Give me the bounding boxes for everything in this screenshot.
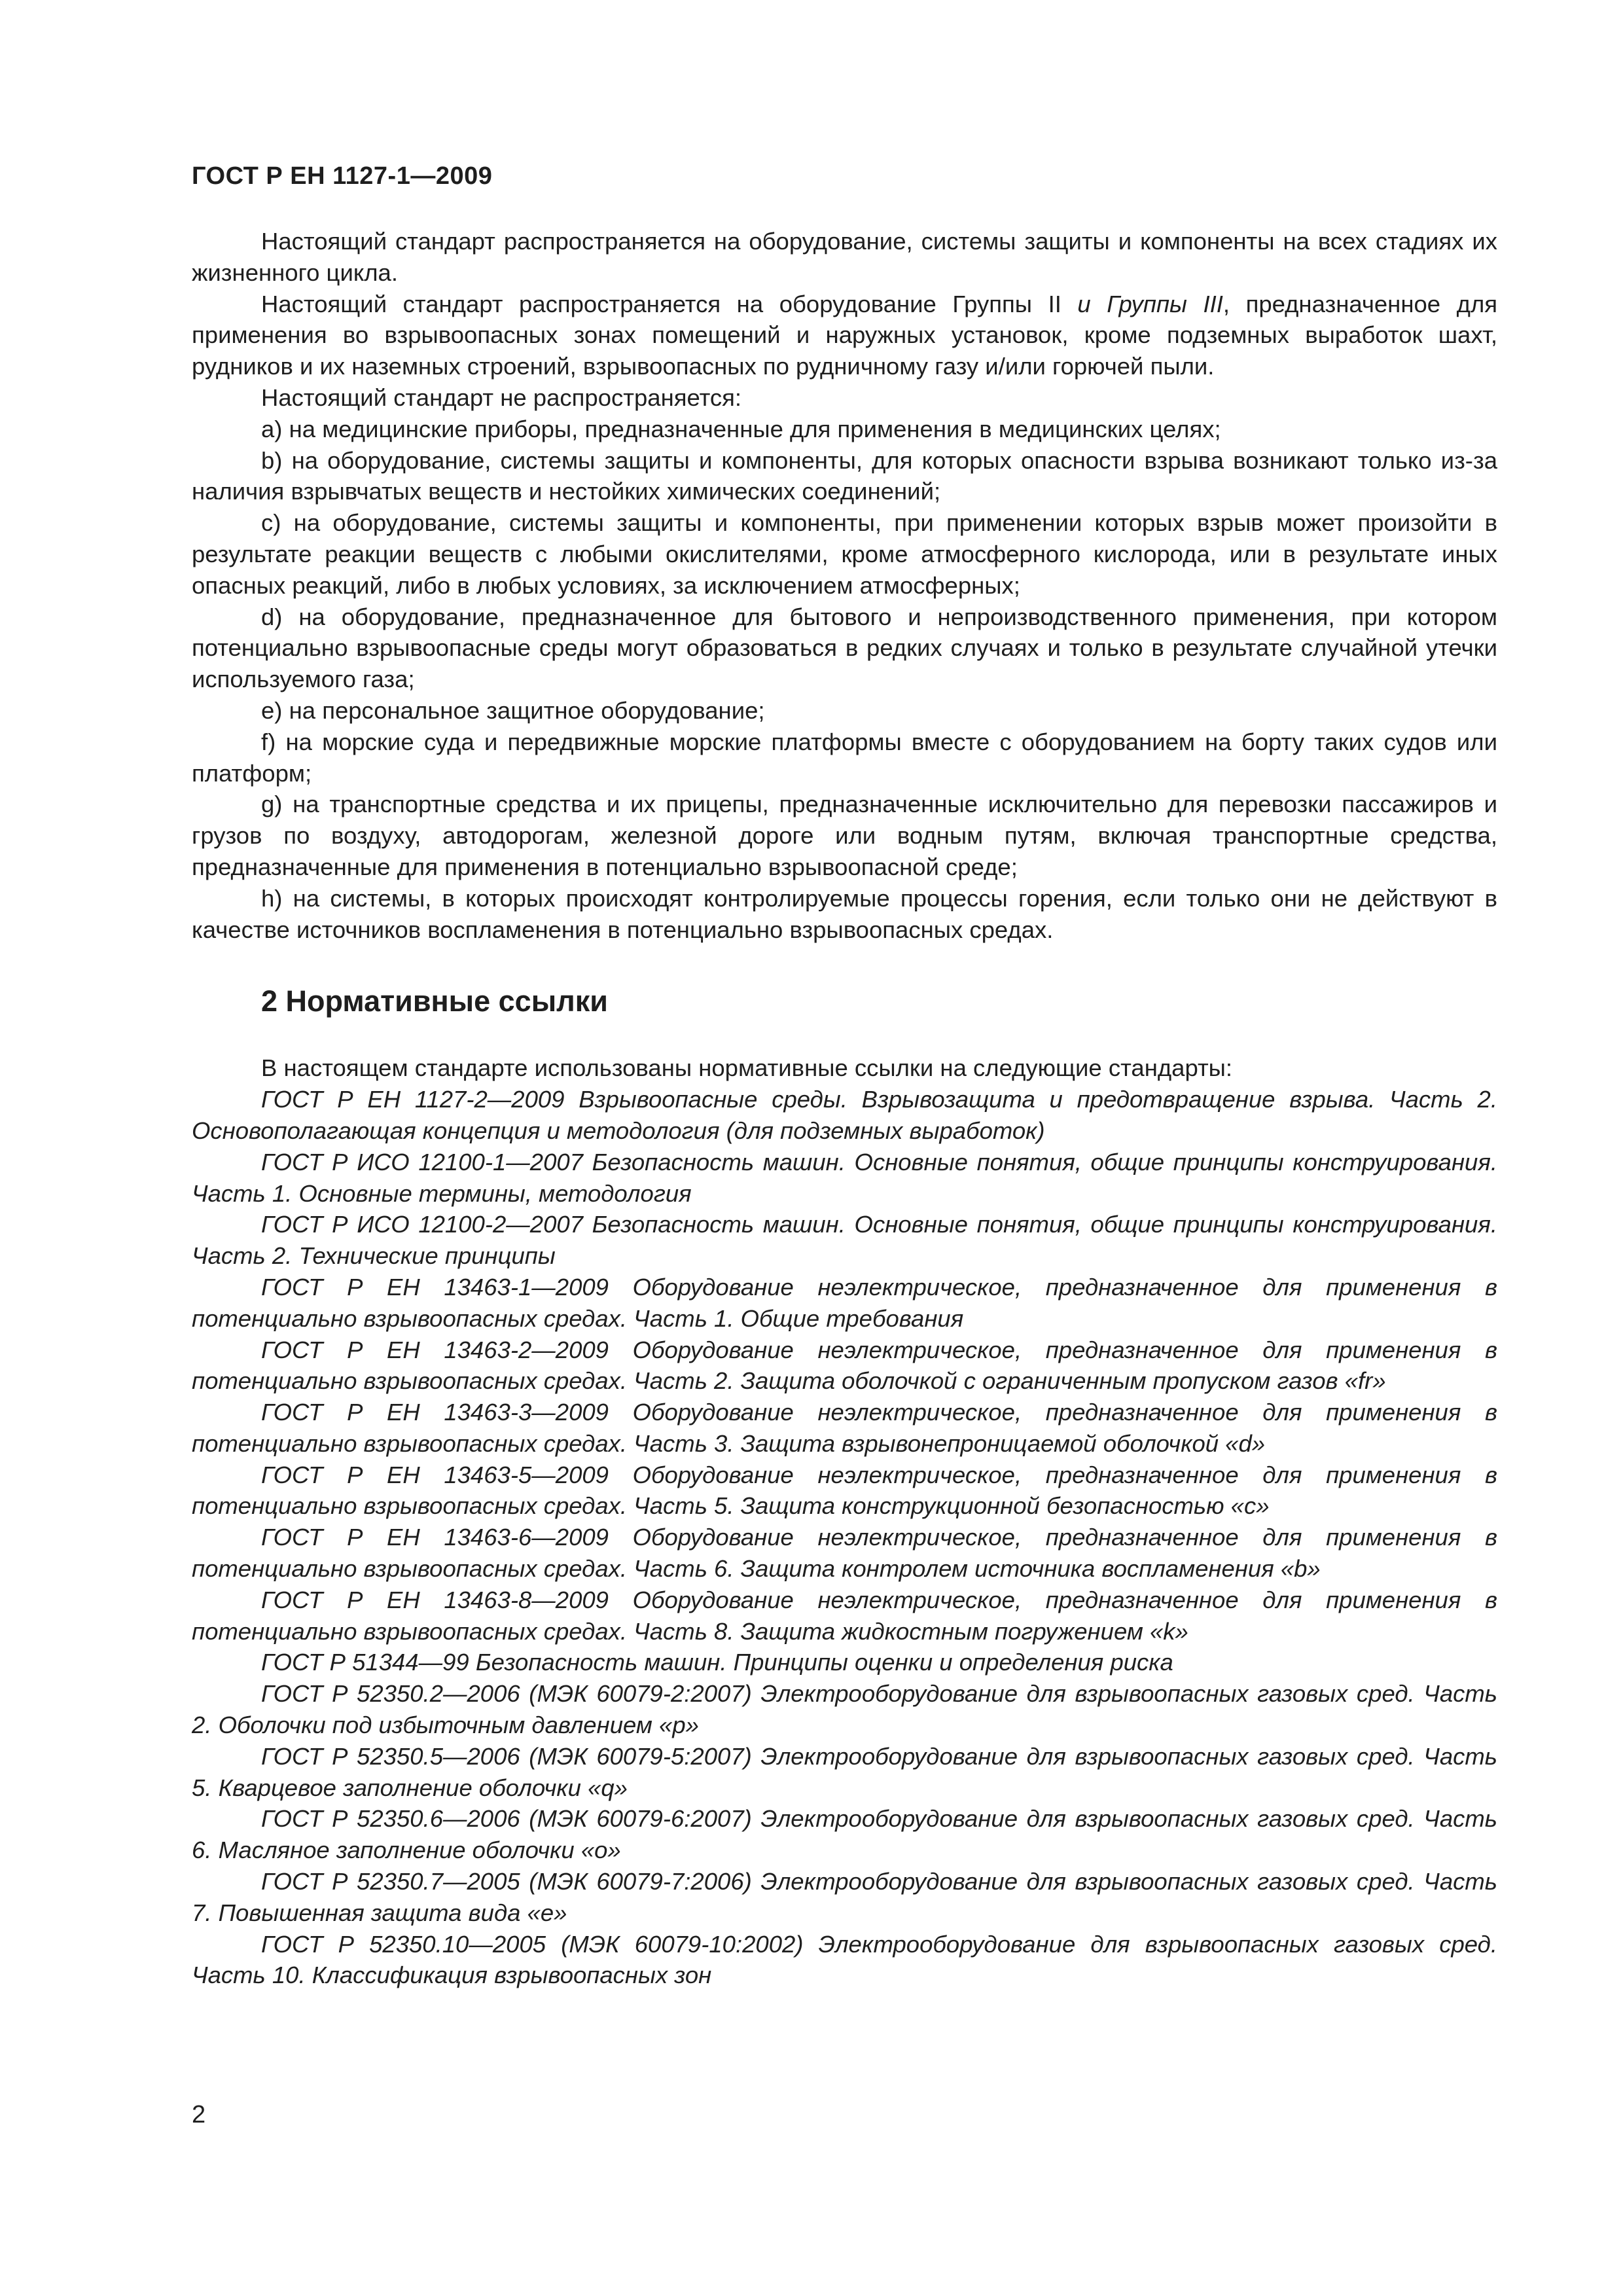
scope-list-item: g) на транспортные средства и их прицепы, предназначенные исключительно для перевозки пассажиров и грузов по воздуху, автодорогам, железной дороге или водным путям, включая транспортные средства, предназначенные для применения в потенциально взрывоопасной среде;: [192, 791, 1497, 880]
document-header: ГОСТ Р ЕН 1127-1—2009: [192, 162, 493, 190]
document-body: [192, 226, 1497, 1991]
scope-list-item: c) на оборудование, системы защиты и компоненты, при применении которых взрыв может произойти в результате реакции веществ с любыми окислителями, кроме атмосферного кислорода, или в результате иных опасных реакций, либо в любых условиях, за исключением атмосферных;: [192, 509, 1497, 599]
reference-item: ГОСТ Р ЕН 1127-2—2009 Взрывоопасные среды. Взрывозащита и предотвращение взрыва. Часть 2. Основополагающая концепция и методология (для подземных выработок): [192, 1086, 1497, 1144]
scope-list-item: d) на оборудование, предназначенное для бытового и непроизводственного применения, при котором потенциально взрывоопасные среды могут образоваться в редких случаях и только в результате случайной утечки используемого газа;: [192, 603, 1497, 693]
reference-item: ГОСТ Р 52350.7—2005 (МЭК 60079-7:2006) Электрооборудование для взрывоопасных газовых сред. Часть 7. Повышенная защита вида «e»: [192, 1868, 1497, 1926]
scope-list-item: a) на медицинские приборы, предназначенные для применения в медицинских целях;: [261, 415, 1221, 442]
reference-item: ГОСТ Р ЕН 13463-3—2009 Оборудование неэлектрическое, предназначенное для применения в потенциально взрывоопасных средах. Часть 3. Защита взрывонепроницаемой оболочкой «d»: [192, 1399, 1497, 1457]
scope-list-item: h) на системы, в которых происходят контролируемые процессы горения, если только они не действуют в качестве источников воспламенения в потенциально взрывоопасных средах.: [192, 884, 1497, 943]
reference-item: ГОСТ Р ЕН 13463-8—2009 Оборудование неэлектрическое, предназначенное для применения в потенциально взрывоопасных средах. Часть 8. Защита жидкостным погружением «k»: [192, 1586, 1497, 1645]
reference-item: ГОСТ Р 52350.2—2006 (МЭК 60079-2:2007) Электрооборудование для взрывоопасных газовых сред. Часть 2. Оболочки под избыточным давлением «p»: [192, 1680, 1497, 1739]
page-number: 2: [192, 2101, 206, 2128]
scope-list-item: b) на оборудование, системы защиты и компоненты, для которых опасности взрыва возникают только из-за наличия взрывчатых веществ и нестойких химических соединений;: [192, 446, 1497, 505]
scope-paragraph: Настоящий стандарт не распространяется:: [261, 384, 742, 411]
scope-paragraph: [192, 289, 1497, 382]
reference-item: ГОСТ Р ИСО 12100-1—2007 Безопасность машин. Основные понятия, общие принципы конструирования. Часть 1. Основные термины, методология: [192, 1148, 1497, 1207]
scope-paragraph: Настоящий стандарт распространяется на оборудование, системы защиты и компоненты на всех стадиях их жизненного цикла.: [192, 228, 1497, 286]
reference-item: ГОСТ Р ЕН 13463-1—2009 Оборудование неэлектрическое, предназначенное для применения в потенциально взрывоопасных средах. Часть 1. Общие требования: [192, 1273, 1497, 1332]
section-title: 2 Нормативные ссылки: [261, 984, 608, 1018]
reference-item: ГОСТ Р 52350.10—2005 (МЭК 60079-10:2002) Электрооборудование для взрывоопасных газовых сред. Часть 10. Классификация взрывоопасных зон: [192, 1930, 1497, 1989]
scope-list-item: e) на персональное защитное оборудование;: [261, 696, 765, 724]
reference-item: ГОСТ Р ЕН 13463-6—2009 Оборудование неэлектрическое, предназначенное для применения в потенциально взрывоопасных средах. Часть 6. Защита контролем источника воспламенения «b»: [192, 1524, 1497, 1583]
reference-item: ГОСТ Р ИСО 12100-2—2007 Безопасность машин. Основные понятия, общие принципы конструирования. Часть 2. Технические принципы: [192, 1211, 1497, 1270]
scope-text: , предназначенное для применения во взрывоопасных зонах помещений и наружных установок, кроме подземных выработок шахт, рудников и их наземных строений, взрывоопасных по рудничному газу и/или горючей пыли.: [192, 290, 1498, 380]
scope-list-item: f) на морские суда и передвижные морские платформы вместе с оборудованием на борту таких судов или платформ;: [192, 728, 1497, 787]
scope-text: Настоящий стандарт распространяется на оборудование Группы II: [261, 290, 1078, 317]
reference-item: ГОСТ Р ЕН 13463-5—2009 Оборудование неэлектрическое, предназначенное для применения в потенциально взрывоопасных средах. Часть 5. Защита конструкционной безопасностью «c»: [192, 1461, 1497, 1520]
reference-item: ГОСТ Р ЕН 13463-2—2009 Оборудование неэлектрическое, предназначенное для применения в потенциально взрывоопасных средах. Часть 2. Защита оболочкой с ограниченным пропуском газов «fr»: [192, 1336, 1497, 1395]
section-intro: В настоящем стандарте использованы нормативные ссылки на следующие стандарты:: [261, 1054, 1233, 1082]
scope-text-italic: и Группы III: [1077, 290, 1223, 317]
reference-list: [192, 1084, 1497, 1991]
reference-item: ГОСТ Р 52350.5—2006 (МЭК 60079-5:2007) Электрооборудование для взрывоопасных газовых сред. Часть 5. Кварцевое заполнение оболочки «q»: [192, 1742, 1497, 1801]
reference-item: ГОСТ Р 52350.6—2006 (МЭК 60079-6:2007) Электрооборудование для взрывоопасных газовых сред. Часть 6. Масляное заполнение оболочки «o»: [192, 1805, 1497, 1864]
reference-item: ГОСТ Р 51344—99 Безопасность машин. Принципы оценки и определения риска: [261, 1649, 1173, 1676]
